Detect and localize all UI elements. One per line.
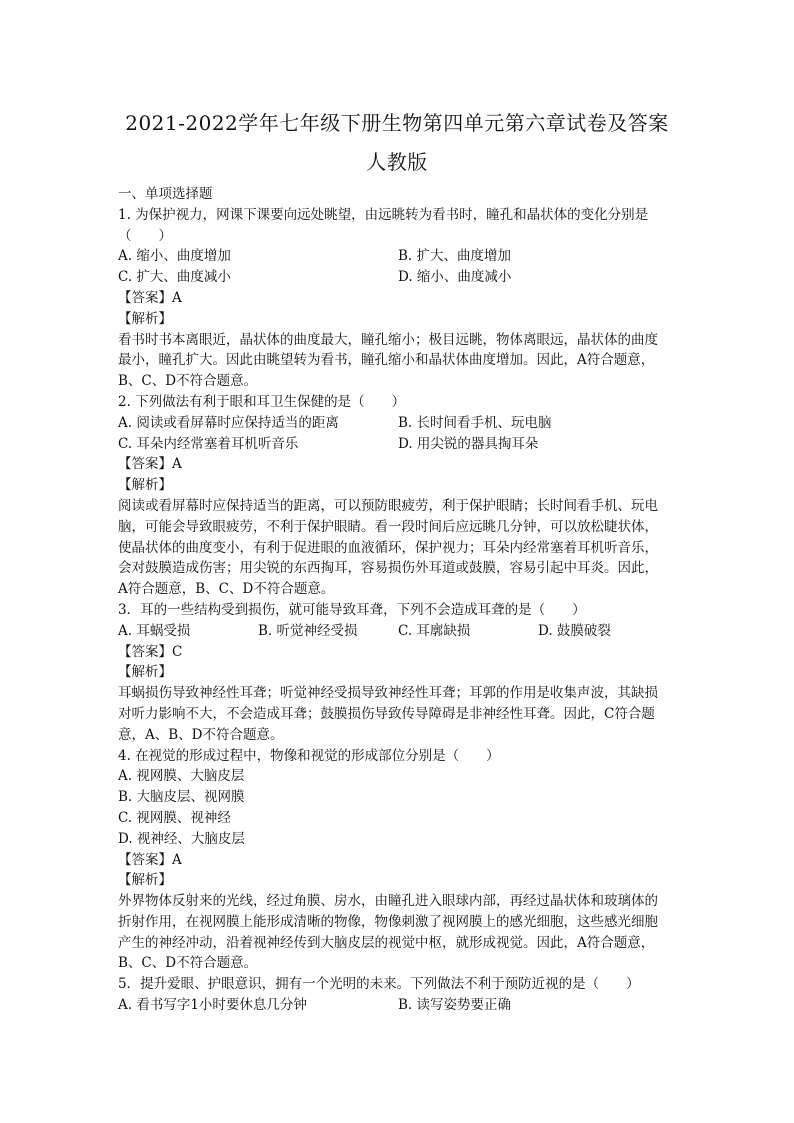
option-row [118,267,678,288]
question-stem: 3．耳的一些结构受到损伤，就可能导致耳聋，下列不会造成耳聋的是（ ） [118,601,586,618]
analysis-text: 对听力影响不大，不会造成耳聋；鼓膜损伤导致传导障碍是非神经性耳聋。因此，C符合题 [118,705,655,722]
analysis-text: 看书时书本离眼近，晶状体的曲度最大，瞳孔缩小；极目远眺，物体离眼远，晶状体的曲度 [118,331,658,348]
option-b: B. 长时间看手机、玩电脑 [398,414,552,431]
option-row [118,621,678,642]
option-b: B. 扩大、曲度增加 [398,248,512,265]
analysis-text: 产生的神经冲动，沿着视神经传到大脑皮层的视觉中枢，就形成视觉。因此，A符合题意， [118,934,655,951]
document-body [118,184,678,1016]
analysis-text: B、C、D不符合题意。 [118,955,258,972]
option-a: A. 耳蜗受损 [118,622,191,639]
analysis-text: 使晶状体的曲度变小，有利于促进眼的血液循环，保护视力；耳朵内经常塞着耳机听音乐， [118,539,658,556]
question-stem: 1. 为保护视力，网课下课要向远处眺望，由远眺转为看书时，瞳孔和晶状体的变化分别是 [118,206,649,223]
question-3 [118,600,678,746]
question-stem: 5．提升爱眼、护眼意识，拥有一个光明的未来。下列做法不利于预防近视的是（ ） [118,976,640,993]
analysis-text: 折射作用，在视网膜上能形成清晰的物像，物像刺激了视网膜上的感光细胞，这些感光细胞 [118,913,658,930]
option-a: A. 阅读或看屏幕时应保持适当的距离 [118,414,339,431]
option-a: A. 视网膜、大脑皮层 [118,768,245,785]
answer: 【答案】A [118,851,182,868]
section-heading: 一、单项选择题 [118,186,213,202]
analysis-text: A符合题意，B、C、D不符合题意。 [118,581,335,598]
question-4 [118,746,678,975]
document-title-line-1: 2021-2022学年七年级下册生物第四单元第六章试卷及答案 [125,111,669,135]
option-row [118,413,678,434]
analysis-label: 【解析】 [118,477,172,494]
answer: 【答案】C [118,643,183,660]
analysis-label: 【解析】 [118,664,172,681]
option-c: C. 扩大、曲度减小 [118,269,231,286]
option-row [118,995,678,1016]
question-5 [118,974,678,1016]
option-c: C. 耳廓缺损 [398,622,471,639]
question-stem: （ ） [118,227,172,244]
question-1 [118,205,678,392]
analysis-label: 【解析】 [118,872,172,889]
option-d: D. 视神经、大脑皮层 [118,830,245,847]
document-title-line-2: 人教版 [366,150,428,174]
option-row [118,434,678,455]
analysis-text: 意，A、B、D不符合题意。 [118,726,284,743]
option-d: D. 鼓膜破裂 [538,622,611,639]
analysis-label: 【解析】 [118,310,172,327]
option-d: D. 缩小、曲度减小 [398,269,512,286]
analysis-text: B、C、D不符合题意。 [118,373,258,390]
question-2 [118,392,678,600]
answer: 【答案】A [118,456,182,473]
analysis-text: 阅读或看屏幕时应保持适当的距离，可以预防眼疲劳，利于保护眼睛；长时间看手机、玩电 [118,497,658,514]
option-b: B. 读写姿势要正确 [398,997,512,1014]
analysis-text: 耳蜗损伤导致神经性耳聋；听觉神经受损导致神经性耳聋；耳郭的作用是收集声波，其缺损 [118,685,658,702]
analysis-text: 脑，可能会导致眼疲劳，不利于保护眼睛。看一段时间后应远眺几分钟，可以放松睫状体， [118,518,658,535]
option-c: C. 耳朵内经常塞着耳机听音乐 [118,435,299,452]
option-a: A. 缩小、曲度增加 [118,248,231,265]
option-b: B. 大脑皮层、视网膜 [118,789,245,806]
analysis-text: 外界物体反射来的光线，经过角膜、房水，由瞳孔进入眼球内部，再经过晶状体和玻璃体的 [118,893,658,910]
option-c: C. 视网膜、视神经 [118,809,231,826]
option-row [118,246,678,267]
analysis-text: 最小，瞳孔扩大。因此由眺望转为看书，瞳孔缩小和晶状体曲度增加。因此，A符合题意， [118,352,655,369]
option-a: A. 看书写字1小时要休息几分钟 [118,997,307,1014]
answer: 【答案】A [118,289,182,306]
question-stem: 2. 下列做法有利于眼和耳卫生保健的是（ ） [118,393,406,410]
analysis-text: 会对鼓膜造成伤害；用尖锐的东西掏耳，容易损伤外耳道或鼓膜，容易引起中耳炎。因此， [118,560,658,577]
option-b: B. 听觉神经受损 [258,622,358,639]
question-stem: 4. 在视觉的形成过程中，物像和视觉的形成部位分别是（ ） [118,747,500,764]
option-d: D. 用尖锐的器具掏耳朵 [398,435,539,452]
